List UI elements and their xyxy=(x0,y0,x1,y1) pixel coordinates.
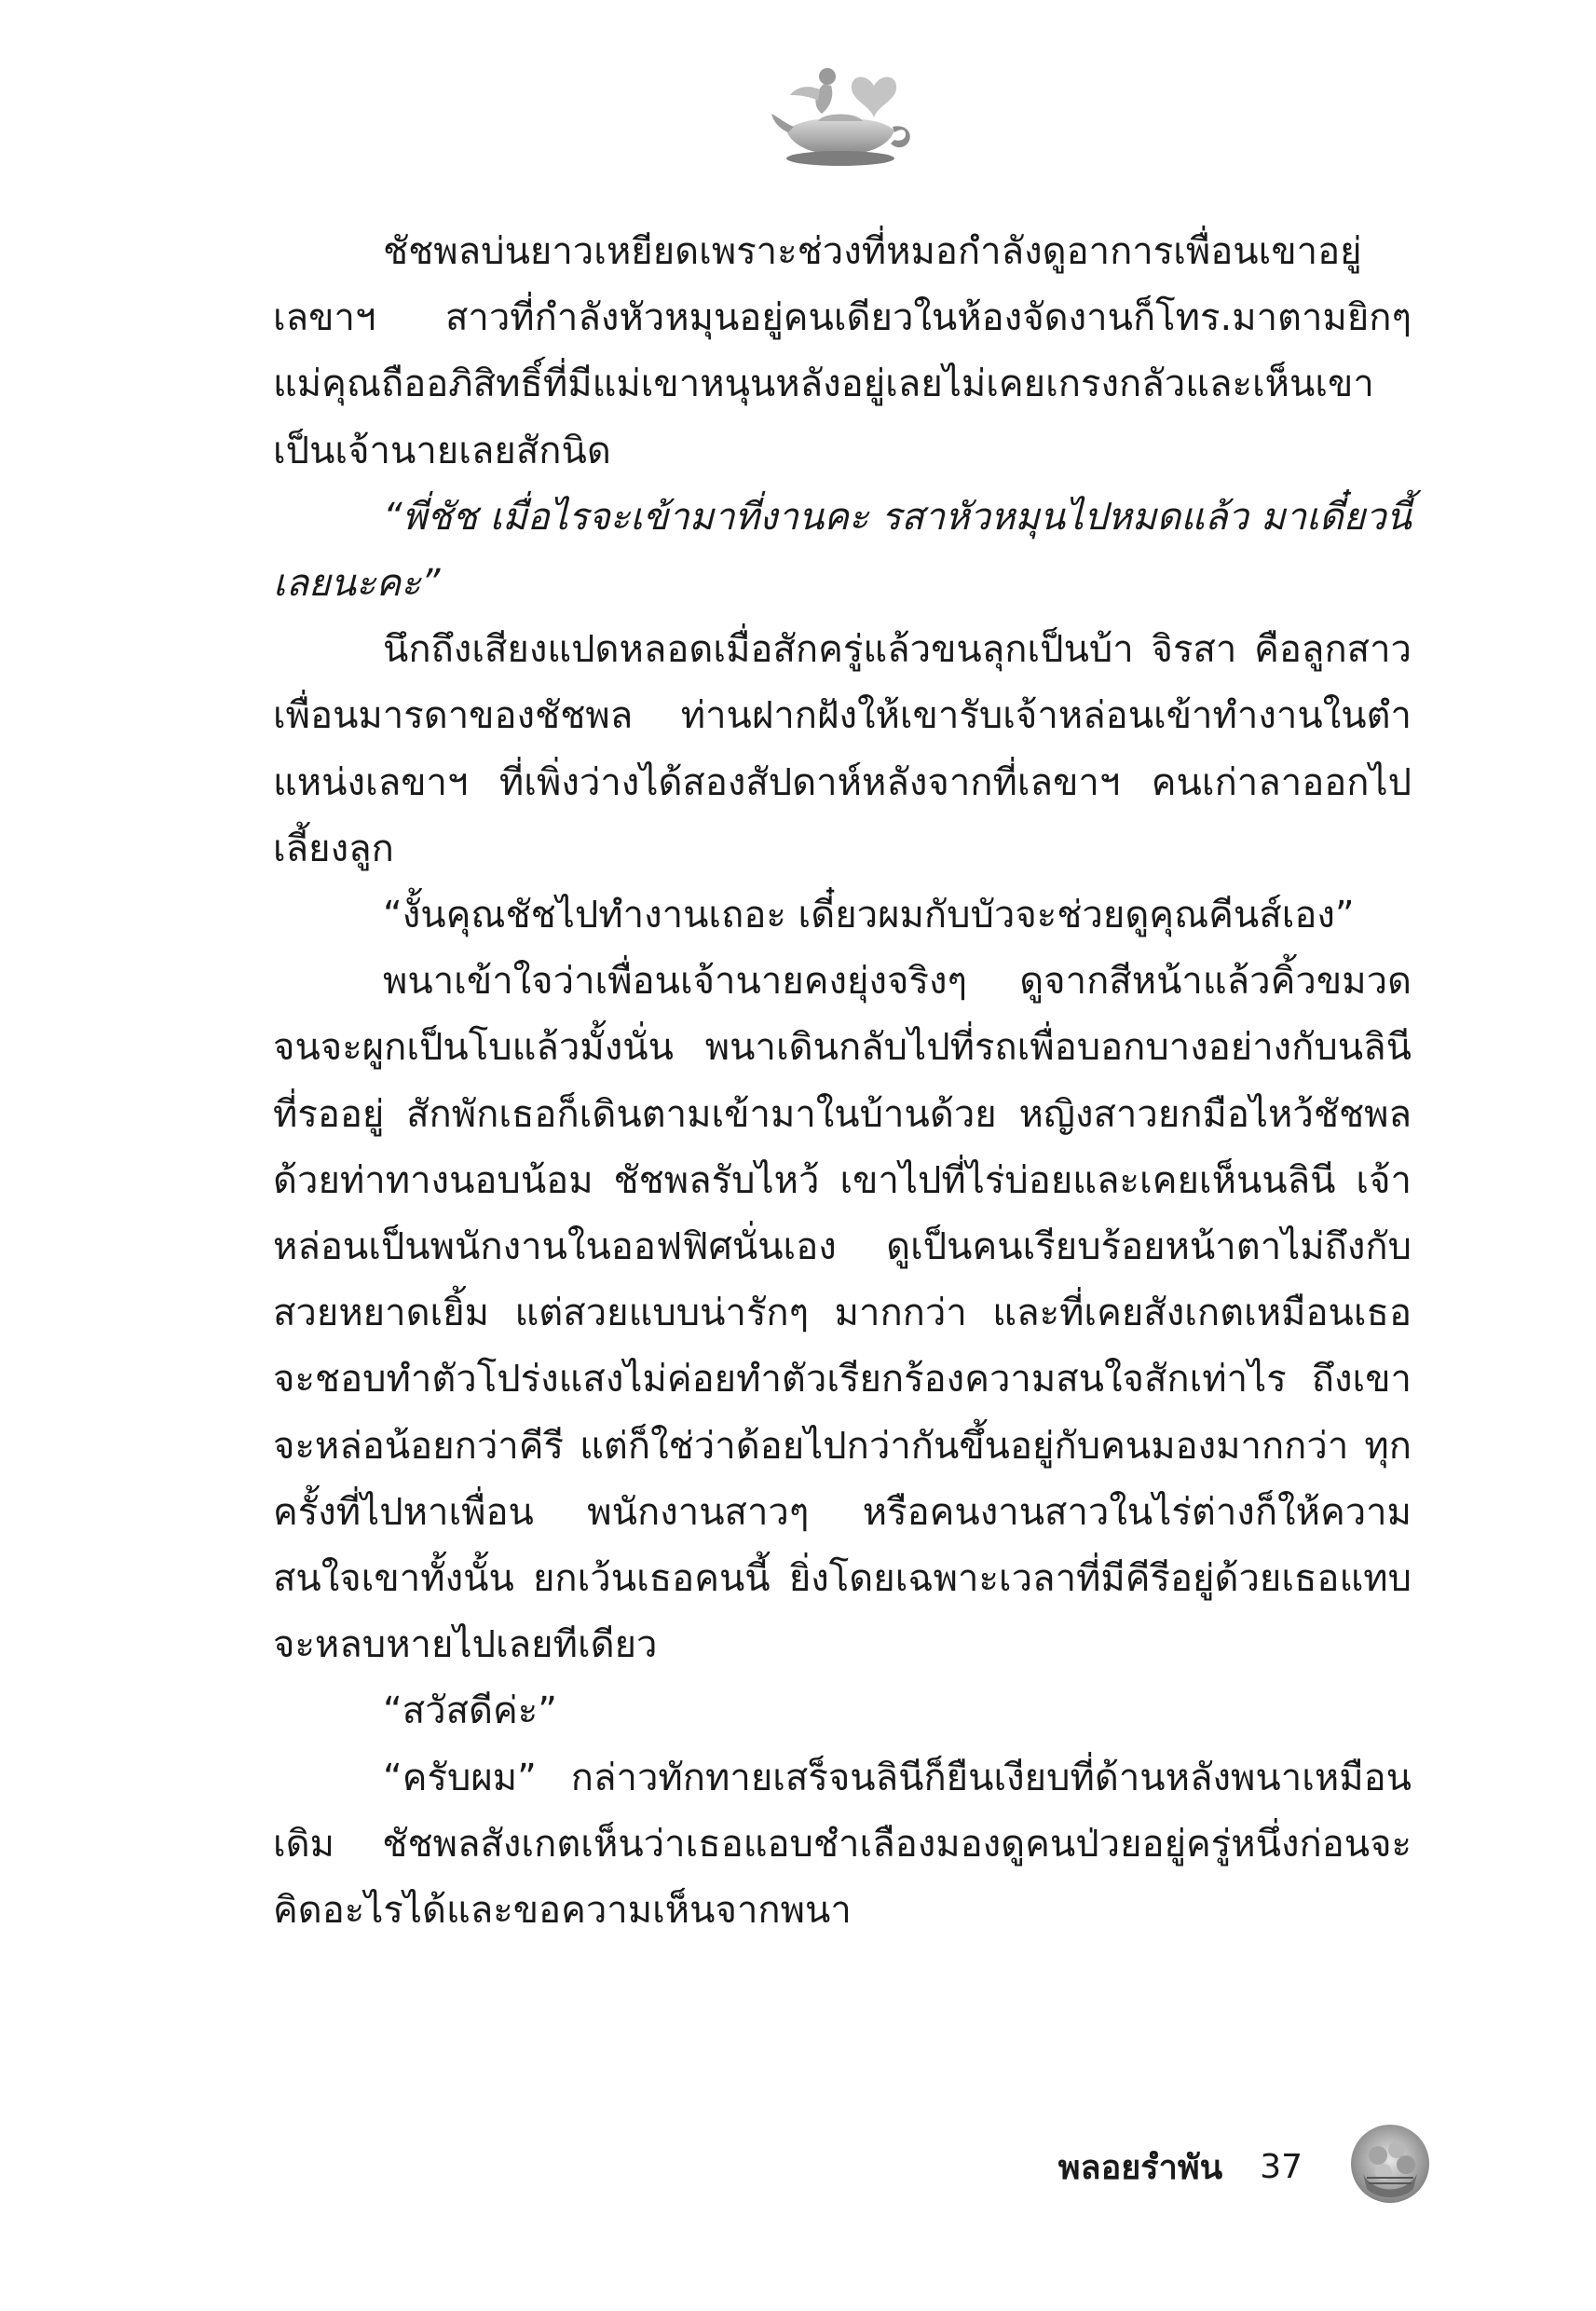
paragraph: พนาเข้าใจว่าเพื่อนเจ้านายคงยุ่งจริงๆ ดูจากสีหน้าแล้วคิ้วขมวดจนจะผูกเป็นโบแล้วมั้งนั่น พนาเดินกลับไปที่รถเพื่อบอกบางอย่างกับนลินีที่รออยู่ สักพักเธอก็เดินตามเข้ามาในบ้านด้วย หญิงสาวยกมือไหว้ชัชพลด้วยท่าทางนอบน้อม ชัชพลรับไหว้ เขาไปที่ไร่บ่อยและเคยเห็นนลินี เจ้าหล่อนเป็นพนักงานในออฟฟิศนั่นเอง ดูเป็นคนเรียบร้อยหน้าตาไม่ถึงกับสวยหยาดเยิ้ม แต่สวยแบบน่ารักๆ มากกว่า และที่เคยสังเกตเหมือนเธอจะชอบทำตัวโปร่งแสงไม่ค่อยทำตัวเรียกร้องความสนใจสักเท่าไร ถึงเขาจะหล่อน้อยกว่าคีรี แต่ก็ใช่ว่าด้อยไปกว่ากันขึ้นอยู่กับคนมองมากกว่า ทุกครั้งที่ไปหาเพื่อน พนักงานสาวๆ หรือคนงานสาวในไร่ต่างก็ให้ความสนใจเขาทั้งนั้น ยกเว้นเธอคนนี้ ยิ่งโดยเฉพาะเวลาที่มีคีรีอยู่ด้วยเธอแทบจะหลบหายไปเลยทีเดียว xyxy=(273,960,1412,1667)
teapot-ornament-icon xyxy=(770,52,928,169)
paragraph: “ครับผม” กล่าวทักทายเสร็จนลินีก็ยืนเงียบที่ด้านหลังพนาเหมือนเดิม ชัชพลสังเกตเห็นว่าเธอแอบชำเลืองมองดูคนป่วยอยู่ครู่หนึ่งก่อนจะคิดอะไรได้และขอความเห็นจากพนา xyxy=(273,1756,1412,1933)
book-title: พลอยรำพัน xyxy=(1057,2148,1223,2187)
page-body xyxy=(273,219,1412,1944)
page-number: 37 xyxy=(1260,2147,1303,2186)
paragraph: นึกถึงเสียงแปดหลอดเมื่อสักครู่แล้วขนลุกเป็นบ้า จิรสา คือลูกสาวเพื่อนมารดาของชัชพล ท่านฝากฝังให้เขารับเจ้าหล่อนเข้าทำงานในตำแหน่งเลขาฯ ที่เพิ่งว่างได้สองสัปดาห์หลังจากที่เลขาฯ คนเก่าลาออกไปเลี้ยงลูก xyxy=(273,628,1412,870)
paragraph-dialogue: “พี่ชัช เมื่อไรจะเข้ามาที่งานคะ รสาหัวหมุนไปหมดแล้ว มาเดี๋ยวนี้เลยนะคะ” xyxy=(273,495,1412,606)
flower-basket-icon xyxy=(1346,2120,1435,2208)
paragraph: ชัชพลบ่นยาวเหยียดเพราะช่วงที่หมอกำลังดูอาการเพื่อนเขาอยู่ เลขาฯ สาวที่กำลังหัวหมุนอยู่คนเดียวในห้องจัดงานก็โทร.มาตามยิกๆ แม่คุณถืออภิสิทธิ์ที่มีแม่เขาหนุนหลังอยู่เลยไม่เคยเกรงกลัวและเห็นเขาเป็นเจ้านายเลยสักนิด xyxy=(273,230,1412,472)
paragraph-dialogue: “สวัสดีค่ะ” xyxy=(383,1689,557,1733)
paragraph-dialogue: “งั้นคุณชัชไปทำงานเถอะ เดี๋ยวผมกับบัวจะช่วยดูคุณคีนส์เอง” xyxy=(383,894,1355,937)
